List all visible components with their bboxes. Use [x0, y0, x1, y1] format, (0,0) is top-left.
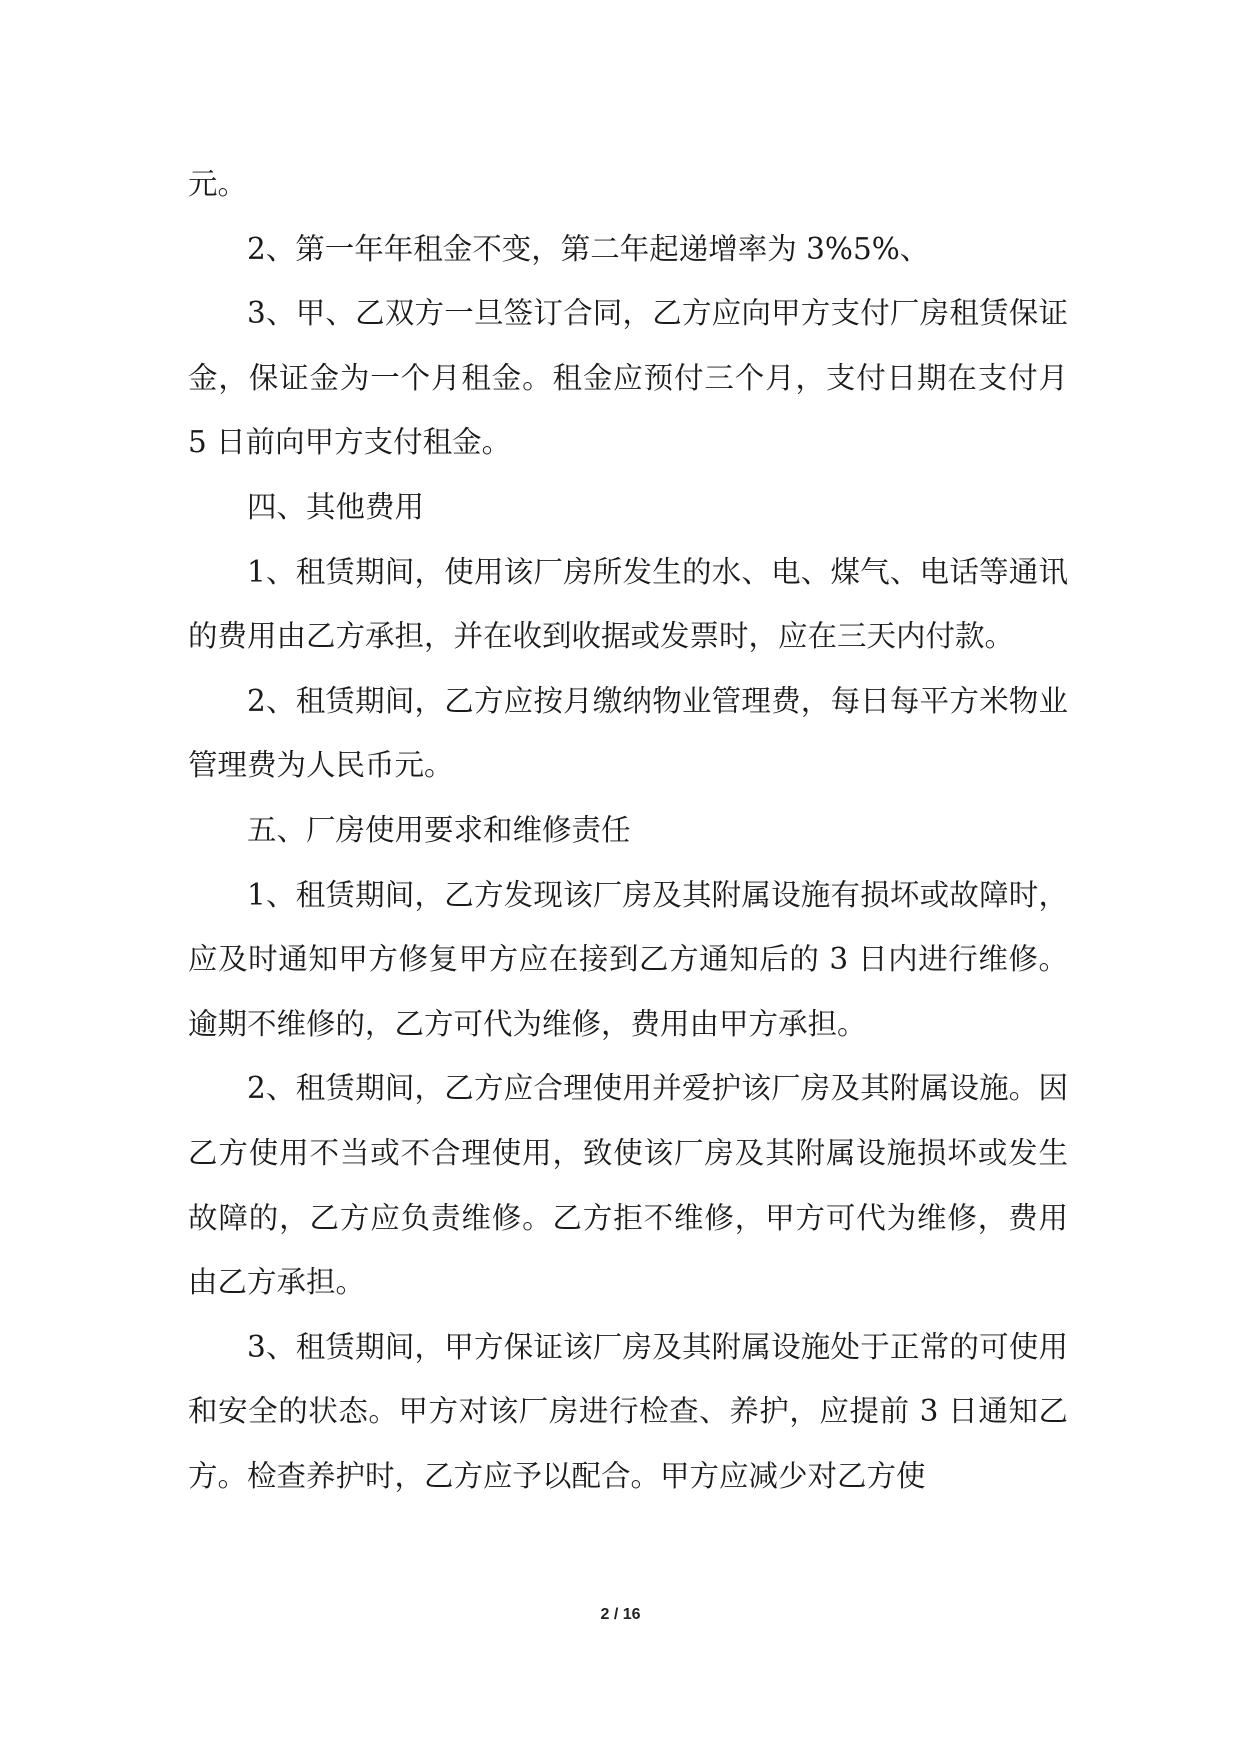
page-number: 2 / 16 — [600, 1606, 641, 1623]
document-body — [188, 152, 1068, 1508]
paragraph-4: 1、租赁期间，使用该厂房所发生的水、电、煤气、电话等通讯的费用由乙方承担，并在收到收据或发票时，应在三天内付款。 — [188, 554, 1068, 654]
paragraph-9: 3、租赁期间，甲方保证该厂房及其附属设施处于正常的可使用和安全的状态。甲方对该厂房进行检查、养护，应提前 3 日通知乙方。检查养护时，乙方应予以配合。甲方应减少对乙方使 — [188, 1329, 1068, 1493]
paragraph-1: 2、第一年年租金不变，第二年起递增率为 3%5%、 — [247, 231, 930, 266]
section-heading-usage-maintenance: 五、厂房使用要求和维修责任 — [247, 812, 631, 847]
paragraph-2: 3、甲、乙双方一旦签订合同，乙方应向甲方支付厂房租赁保证金，保证金为一个月租金。租金应预付三个月，支付日期在支付月 5 日前向甲方支付租金。 — [188, 296, 1068, 460]
paragraph-5: 2、租赁期间，乙方应按月缴纳物业管理费，每日每平方米物业管理费为人民币元。 — [188, 683, 1068, 783]
paragraph-8: 2、租赁期间，乙方应合理使用并爱护该厂房及其附属设施。因乙方使用不当或不合理使用，致使该厂房及其附属设施损坏或发生故障的，乙方应负责维修。乙方拒不维修，甲方可代为维修，费用由乙方承担。 — [188, 1071, 1068, 1300]
paragraph-0: 元。 — [188, 167, 248, 201]
section-heading-other-fees: 四、其他费用 — [247, 489, 425, 524]
paragraph-7: 1、租赁期间，乙方发现该厂房及其附属设施有损坏或故障时，应及时通知甲方修复甲方应在接到乙方通知后的 3 日内进行维修。逾期不维修的，乙方可代为维修，费用由甲方承担。 — [188, 877, 1068, 1041]
